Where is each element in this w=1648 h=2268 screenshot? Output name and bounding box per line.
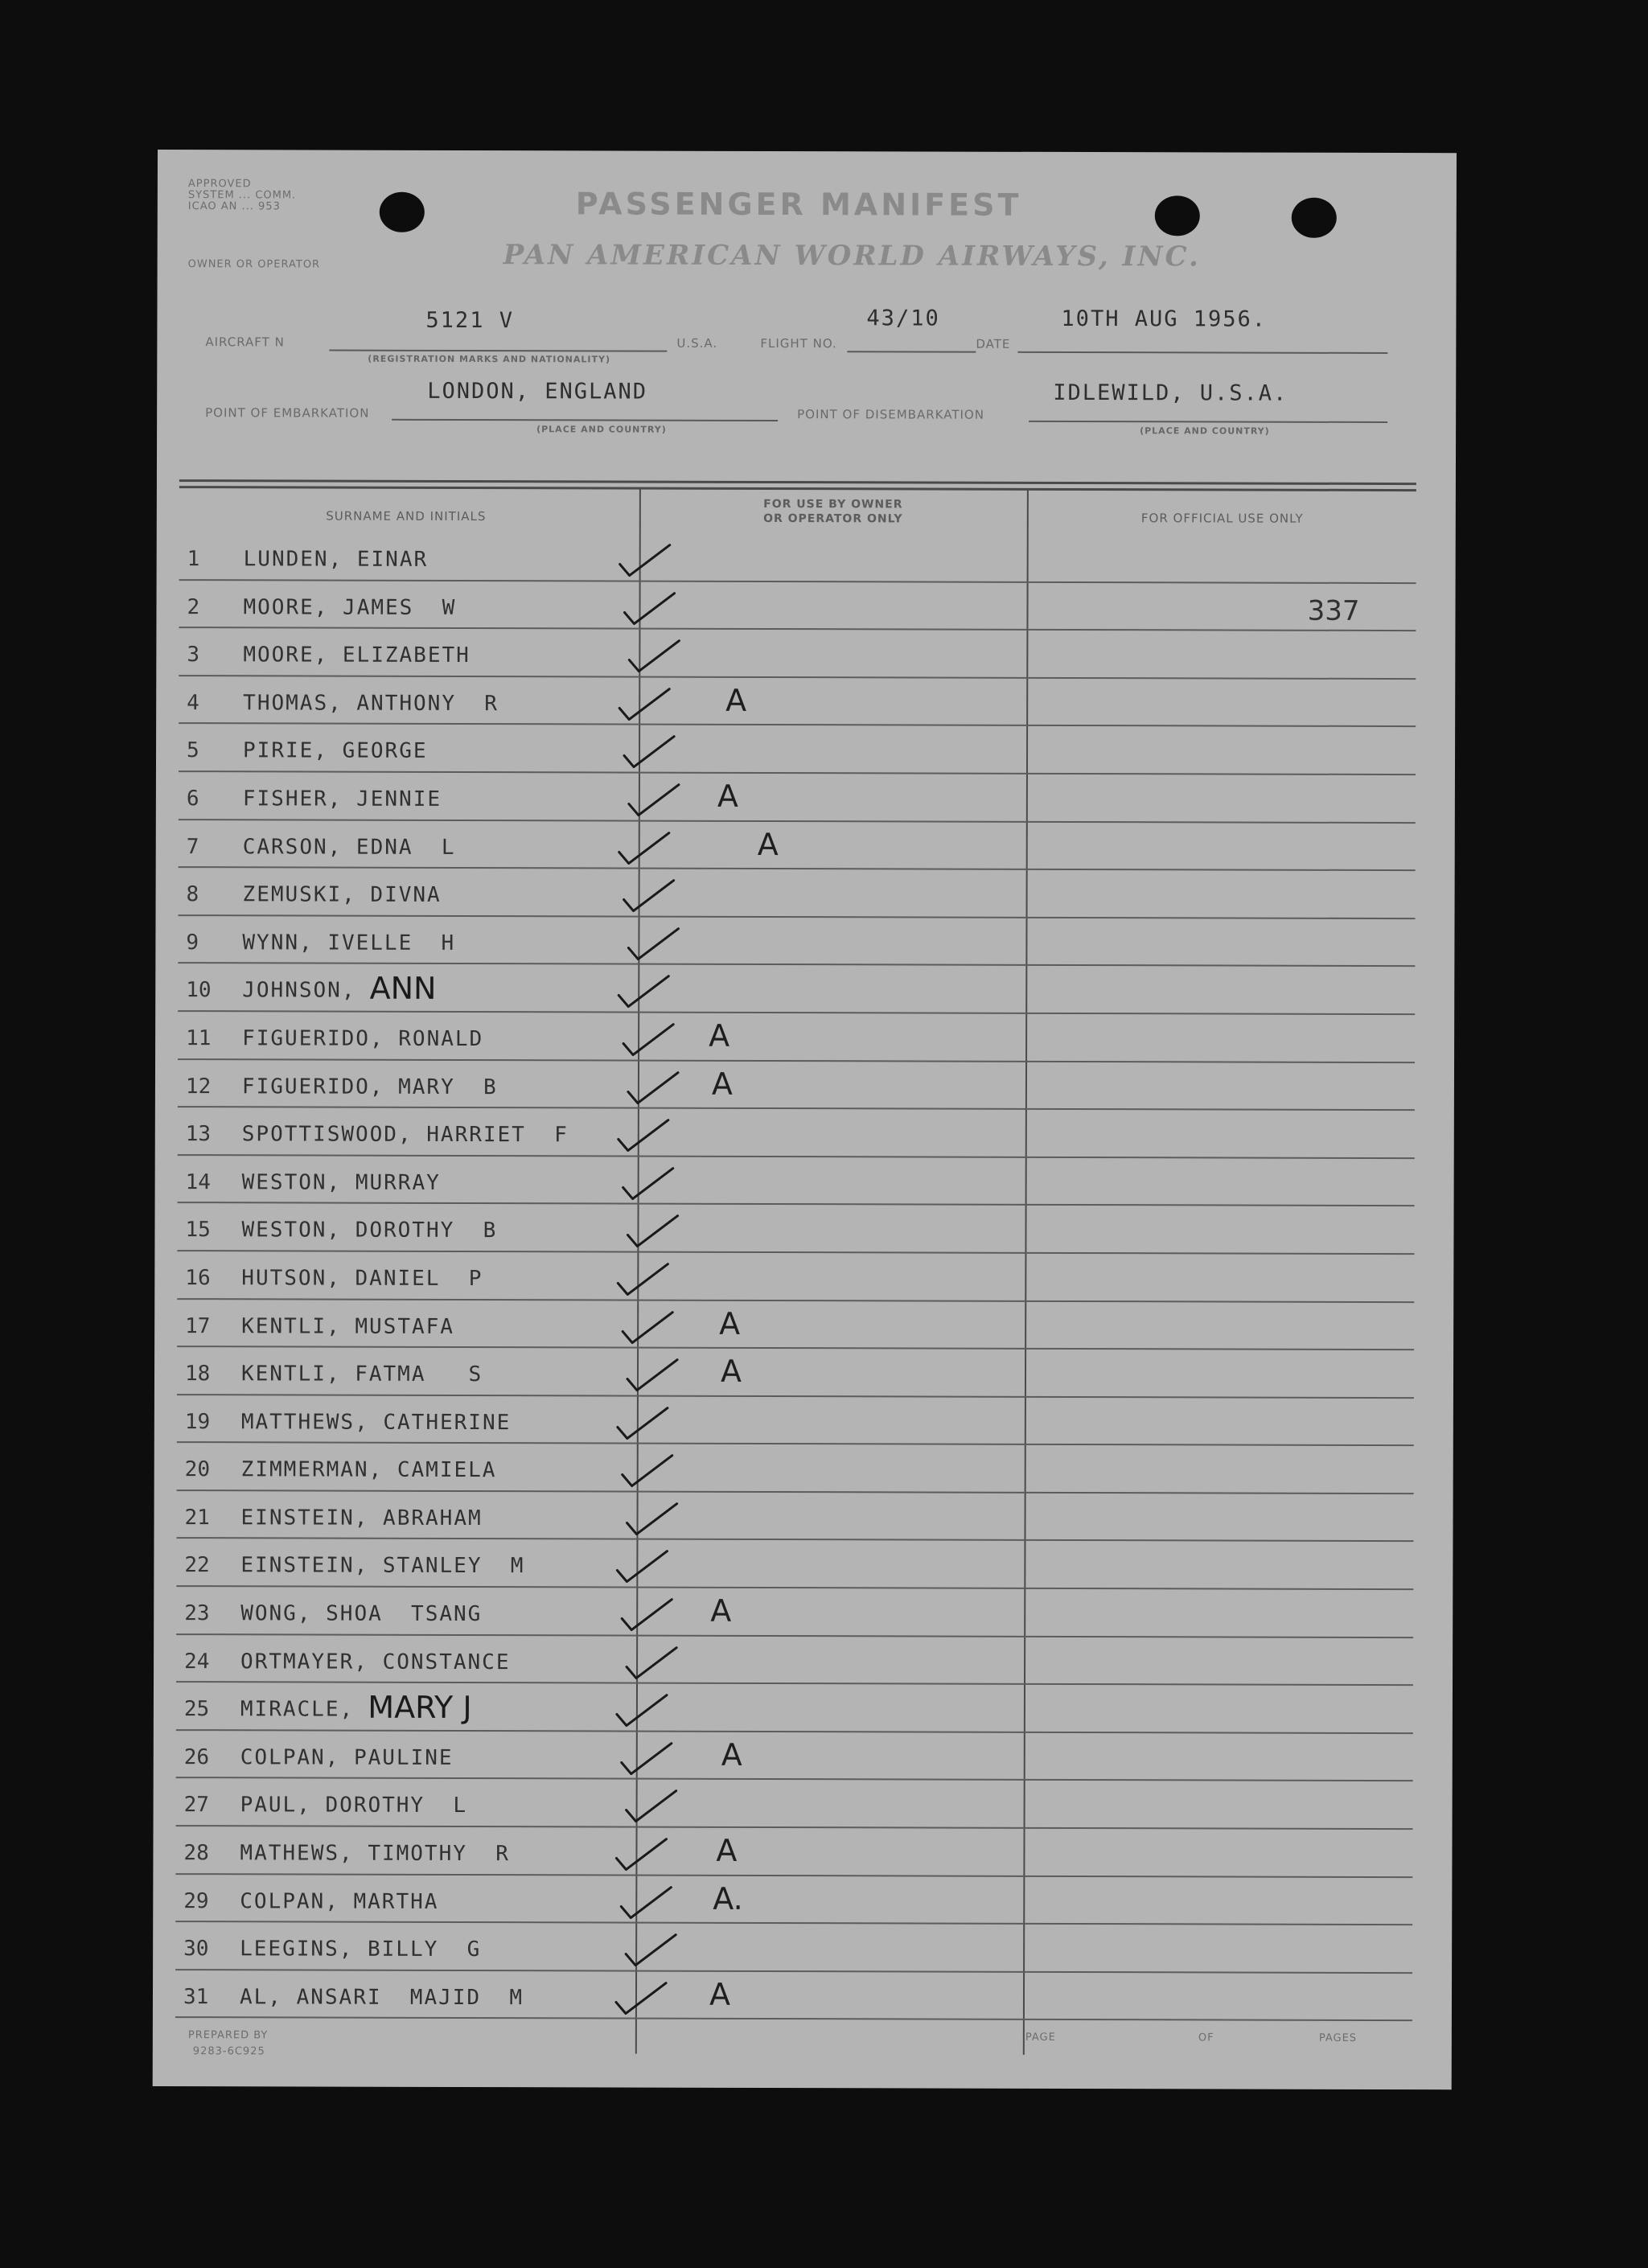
passenger-name: AL, ANSARI MAJID M <box>239 1985 524 2011</box>
handwritten-mark: A <box>709 1017 730 1054</box>
checkmark-icon <box>612 968 701 1013</box>
passenger-row <box>178 1060 1415 1111</box>
row-number: 17 <box>185 1313 211 1338</box>
prepared-by-label: PREPARED BY <box>187 2029 269 2042</box>
official-column-header: FOR OFFICIAL USE ONLY <box>1140 511 1304 526</box>
checkmark-icon <box>610 1879 698 1924</box>
passenger-row <box>176 1539 1413 1591</box>
of-label: OF <box>1198 2032 1214 2044</box>
passenger-name: WESTON, MURRAY <box>241 1169 441 1195</box>
row-number: 22 <box>184 1553 210 1578</box>
passenger-row <box>176 1779 1413 1830</box>
checkmark-icon <box>612 1016 701 1061</box>
owner-label: OWNER OR OPERATOR <box>187 258 321 271</box>
aircraft-underline <box>329 350 667 352</box>
table-top-rule <box>179 479 1416 485</box>
checkmark-icon <box>613 729 701 774</box>
row-number: 9 <box>186 930 199 955</box>
passenger-name: ZIMMERMAN, CAMIELA <box>240 1457 497 1483</box>
checkmark-icon <box>613 585 701 630</box>
form-title: PASSENGER MANIFEST <box>575 186 1022 223</box>
handwritten-name: ANN <box>369 971 437 1007</box>
row-number: 5 <box>187 738 199 763</box>
punch-hole <box>380 192 425 232</box>
handwritten-mark: A <box>720 1353 742 1389</box>
row-number: 8 <box>186 882 199 907</box>
checkmark-icon <box>612 1064 701 1109</box>
passenger-row <box>176 1731 1413 1782</box>
checkmark-icon <box>611 1304 700 1349</box>
row-number: 12 <box>185 1074 212 1099</box>
handwritten-mark: A <box>721 1736 742 1773</box>
row-number: 23 <box>184 1601 210 1626</box>
checkmark-icon <box>611 1255 700 1300</box>
passenger-name: JOHNSON, <box>242 978 371 1004</box>
handwritten-mark: A <box>725 682 747 718</box>
approval-line-3: ICAO AN ... 953 <box>187 200 281 213</box>
passenger-name: EINSTEIN, STANLEY M <box>240 1553 525 1579</box>
manifest-sheet <box>153 150 1457 2089</box>
checkmark-icon <box>613 633 701 678</box>
airline-name: PAN AMERICAN WORLD AIRWAYS, INC. <box>503 239 1201 273</box>
passenger-row <box>179 676 1416 728</box>
passenger-row <box>175 1826 1412 1878</box>
disembark-note: (PLACE AND COUNTRY) <box>1140 425 1270 437</box>
registration-note: (REGISTRATION MARKS AND NATIONALITY) <box>368 353 611 365</box>
passenger-name: LUNDEN, EINAR <box>243 547 429 572</box>
row-number: 25 <box>183 1697 210 1722</box>
checkmark-icon <box>612 1112 701 1157</box>
checkmark-icon <box>611 1208 700 1253</box>
handwritten-mark: A <box>716 1832 738 1868</box>
handwritten-mark: A. <box>713 1880 743 1917</box>
flight-value: 43/10 <box>866 306 940 331</box>
passenger-row <box>176 1683 1413 1734</box>
row-number: 6 <box>186 787 199 811</box>
handwritten-mark: A <box>709 1976 731 2012</box>
passenger-row <box>176 1587 1413 1638</box>
row-number: 26 <box>183 1744 210 1770</box>
passenger-row <box>175 1970 1412 2022</box>
row-number: 30 <box>183 1937 209 1962</box>
checkmark-icon <box>610 1592 699 1637</box>
checkmark-icon <box>610 1639 699 1684</box>
passenger-name: EINSTEIN, ABRAHAM <box>240 1506 483 1530</box>
checkmark-icon <box>613 824 701 869</box>
surname-column-header: SURNAME AND INITIALS <box>326 508 487 524</box>
passenger-row <box>177 1251 1414 1303</box>
aircraft-value: 5121 V <box>425 307 515 334</box>
passenger-name: SPOTTISWOOD, HARRIET F <box>241 1122 569 1148</box>
checkmark-icon <box>613 680 701 725</box>
approval-line-1: APPROVED <box>187 178 252 191</box>
row-number: 15 <box>185 1218 211 1243</box>
row-number: 16 <box>185 1266 211 1291</box>
checkmark-icon <box>610 1783 699 1828</box>
row-number: 28 <box>183 1841 209 1866</box>
passenger-row <box>175 1922 1412 1974</box>
passenger-name: FIGUERIDO, RONALD <box>242 1026 484 1052</box>
passenger-name: PAUL, DOROTHY L <box>240 1793 468 1818</box>
pages-label: PAGES <box>1318 2032 1358 2044</box>
passenger-name: WYNN, IVELLE H <box>242 931 456 955</box>
passenger-name: ORTMAYER, CONSTANCE <box>240 1649 511 1674</box>
owner-column-header: FOR USE BY OWNER OR OPERATOR ONLY <box>763 497 903 526</box>
disembark-underline <box>1029 421 1387 423</box>
flight-underline <box>847 351 976 352</box>
checkmark-icon <box>610 1927 698 1972</box>
passenger-name: MIRACLE, <box>240 1697 368 1722</box>
embark-label: POINT OF EMBARKATION <box>205 405 370 421</box>
row-number: 24 <box>184 1649 210 1674</box>
passenger-name: COLPAN, MARTHA <box>240 1888 439 1914</box>
form-code: 9283-6C925 <box>192 2045 265 2058</box>
handwritten-mark: A <box>757 826 779 862</box>
passenger-row <box>179 724 1416 775</box>
passenger-row <box>178 963 1415 1015</box>
passenger-row <box>179 581 1416 632</box>
checkmark-icon <box>613 873 701 918</box>
embark-value: LONDON, ENGLAND <box>427 378 648 405</box>
row-number: 3 <box>187 643 200 668</box>
passenger-name: KENTLI, MUSTAFA <box>241 1313 455 1339</box>
row-number: 21 <box>184 1505 210 1530</box>
passenger-name: CARSON, EDNA L <box>242 834 456 860</box>
passenger-name: HUTSON, DANIEL P <box>241 1266 483 1291</box>
passenger-row <box>176 1491 1413 1543</box>
checkmark-icon <box>611 1399 700 1444</box>
handwritten-mark: A <box>719 1305 741 1341</box>
handwritten-mark: A <box>717 778 738 814</box>
passenger-row <box>178 1012 1415 1063</box>
passenger-name: MATTHEWS, CATHERINE <box>240 1409 512 1435</box>
passenger-row <box>178 1156 1415 1207</box>
checkmark-icon <box>610 1543 699 1588</box>
passenger-name: KENTLI, FATMA S <box>240 1362 483 1387</box>
passenger-name: WESTON, DOROTHY B <box>241 1218 498 1243</box>
passenger-row <box>177 1347 1414 1399</box>
approval-line-2: SYSTEM ... COMM. <box>187 189 297 202</box>
passenger-row <box>177 1395 1414 1447</box>
passenger-name: MOORE, ELIZABETH <box>243 643 471 668</box>
punch-hole <box>1155 195 1200 236</box>
row-number: 7 <box>186 834 199 859</box>
passenger-row <box>178 916 1415 968</box>
handwritten-mark: A <box>710 1592 732 1629</box>
passenger-name: ZEMUSKI, DIVNA <box>242 882 442 908</box>
passenger-row <box>179 820 1416 872</box>
handwritten-name: MARY J <box>368 1689 472 1726</box>
passenger-list <box>175 532 1416 2021</box>
passenger-name: WONG, SHOA TSANG <box>240 1601 483 1627</box>
checkmark-icon <box>610 1974 698 2019</box>
checkmark-icon <box>611 1448 700 1493</box>
embark-note: (PLACE AND COUNTRY) <box>536 424 667 435</box>
row-number: 2 <box>187 594 200 619</box>
passenger-name: MOORE, JAMES W <box>243 594 457 620</box>
row-number: 14 <box>185 1169 211 1194</box>
checkmark-icon <box>610 1735 699 1780</box>
table-top-rule <box>179 486 1416 491</box>
row-number: 4 <box>187 690 199 715</box>
row-number: 31 <box>183 1984 209 2009</box>
checkmark-icon <box>612 920 701 965</box>
row-number: 1 <box>187 547 200 572</box>
row-number: 20 <box>184 1457 211 1482</box>
checkmark-icon <box>611 1352 700 1397</box>
passenger-row <box>175 1875 1412 1926</box>
passenger-row <box>177 1300 1414 1351</box>
checkmark-icon <box>610 1495 699 1540</box>
passenger-name: THOMAS, ANTHONY R <box>243 691 499 716</box>
flight-label: FLIGHT NO. <box>760 335 837 351</box>
disembark-value: IDLEWILD, U.S.A. <box>1053 380 1288 406</box>
passenger-name: FISHER, JENNIE <box>242 787 442 811</box>
date-underline <box>1017 351 1387 354</box>
passenger-row <box>179 532 1416 584</box>
row-number: 27 <box>183 1793 209 1818</box>
passenger-row <box>177 1203 1414 1255</box>
passenger-row <box>179 772 1416 824</box>
row-number: 29 <box>183 1888 209 1913</box>
row-number: 13 <box>185 1122 212 1147</box>
date-label: DATE <box>976 336 1011 351</box>
checkmark-icon <box>610 1831 698 1876</box>
passenger-row <box>177 1443 1414 1494</box>
passenger-row <box>179 868 1416 919</box>
passenger-name: COLPAN, PAULINE <box>240 1745 454 1770</box>
passenger-row <box>176 1635 1413 1687</box>
checkmark-icon <box>613 776 701 821</box>
row-number: 11 <box>186 1026 212 1051</box>
country-label: U.S.A. <box>676 335 718 351</box>
row-number: 19 <box>184 1409 211 1434</box>
passenger-name: LEEGINS, BILLY G <box>240 1937 482 1962</box>
disembark-label: POINT OF DISEMBARKATION <box>797 407 984 422</box>
date-value: 10TH AUG 1956. <box>1061 306 1268 332</box>
row-number: 10 <box>186 978 212 1003</box>
checkmark-icon <box>610 1687 699 1732</box>
passenger-name: MATHEWS, TIMOTHY R <box>240 1841 510 1867</box>
passenger-name: PIRIE, GEORGE <box>243 738 428 764</box>
passenger-row <box>179 628 1416 680</box>
official-number: 337 <box>1307 594 1360 627</box>
checkmark-icon <box>614 536 702 581</box>
row-number: 18 <box>184 1362 211 1387</box>
passenger-row <box>178 1107 1415 1159</box>
checkmark-icon <box>612 1160 701 1205</box>
aircraft-label: AIRCRAFT N <box>205 335 285 350</box>
handwritten-mark: A <box>711 1066 734 1102</box>
embark-underline <box>392 419 778 421</box>
punch-hole <box>1292 198 1337 238</box>
passenger-name: FIGUERIDO, MARY B <box>241 1074 498 1099</box>
page-label: PAGE <box>1025 2031 1056 2044</box>
